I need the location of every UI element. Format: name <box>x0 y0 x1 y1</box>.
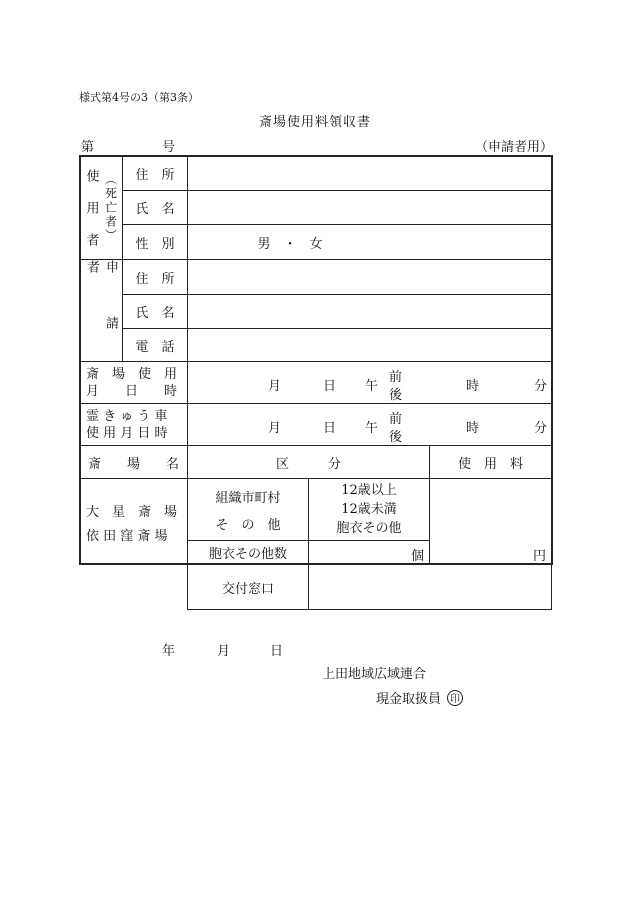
site-yodakubo: 依 田 窪 斎 場 <box>86 529 168 544</box>
crematorium-use-datetime[interactable]: 月 日 午 前 後 時 分 <box>268 370 548 403</box>
applicant-phone-field[interactable] <box>188 329 551 361</box>
col-category: 区 分 <box>275 456 341 472</box>
cashier-label: 現金取扱員 <box>376 692 442 707</box>
seal-icon: 印 <box>447 690 463 706</box>
divider <box>79 478 552 479</box>
applicant-name-field[interactable] <box>188 295 551 328</box>
col-crematorium-name: 斎 場 名 <box>87 456 179 472</box>
applicant-address-label: 住 所 <box>135 271 175 287</box>
page-title: 斎場使用料領収書 <box>258 115 371 130</box>
hearse-use-datetime[interactable]: 月 日 午 前 後 時 分 <box>268 412 548 445</box>
number-suffix: 号 <box>162 140 176 155</box>
placenta-count-label: 胞衣その他数 <box>208 546 287 562</box>
divider <box>187 609 552 610</box>
age-category: 12歳以上 12歳未満 胞衣その他 <box>336 483 402 536</box>
footer-year: 年 <box>162 644 176 659</box>
site-taisei: 大 星 斎 場 <box>86 505 178 520</box>
user-name-field[interactable] <box>188 191 551 224</box>
crematorium-use-label: 斎 場 使 用 月 日 時 <box>86 367 178 399</box>
footer-day: 日 <box>270 644 284 659</box>
user-group-sublabel: （死亡者） <box>103 173 118 243</box>
unit-yen: 円 <box>533 549 547 564</box>
user-sex-value[interactable]: 男 ・ 女 <box>257 236 323 252</box>
user-address-field[interactable] <box>188 157 551 190</box>
applicant-phone-label: 電 話 <box>135 339 175 355</box>
unit-piece: 個 <box>411 549 425 564</box>
user-name-label: 氏 名 <box>135 202 175 217</box>
table-border-right <box>551 155 553 565</box>
col-fee: 使 用 料 <box>457 456 523 472</box>
hearse-use-label: 霊 き ゅ う 車 使 用 月 日 時 <box>86 409 168 441</box>
form-number: 様式第4号の3（第3条） <box>79 91 199 104</box>
user-sex-label: 性 別 <box>135 236 175 252</box>
organization-name: 上田地域広域連合 <box>322 667 427 682</box>
applicant-address-field[interactable] <box>188 260 551 294</box>
cashier <box>376 688 463 707</box>
applicant-group-label: 申 請 者 <box>84 260 118 343</box>
region-category: 組織市町村 そ の 他 <box>215 491 281 533</box>
divider <box>551 565 552 610</box>
user-address-label: 住 所 <box>135 168 175 183</box>
issue-window-field[interactable] <box>309 566 551 609</box>
table-border-bottom <box>79 563 552 565</box>
copy-type: （申請者用） <box>475 140 554 155</box>
issue-window-label: 交付窓口 <box>221 582 274 597</box>
footer-month: 月 <box>217 644 231 659</box>
user-group-label: 使 用 者 <box>83 168 99 248</box>
applicant-name-label: 氏 名 <box>135 306 175 321</box>
crematorium-sites <box>86 501 184 549</box>
number-prefix: 第 <box>81 140 95 155</box>
